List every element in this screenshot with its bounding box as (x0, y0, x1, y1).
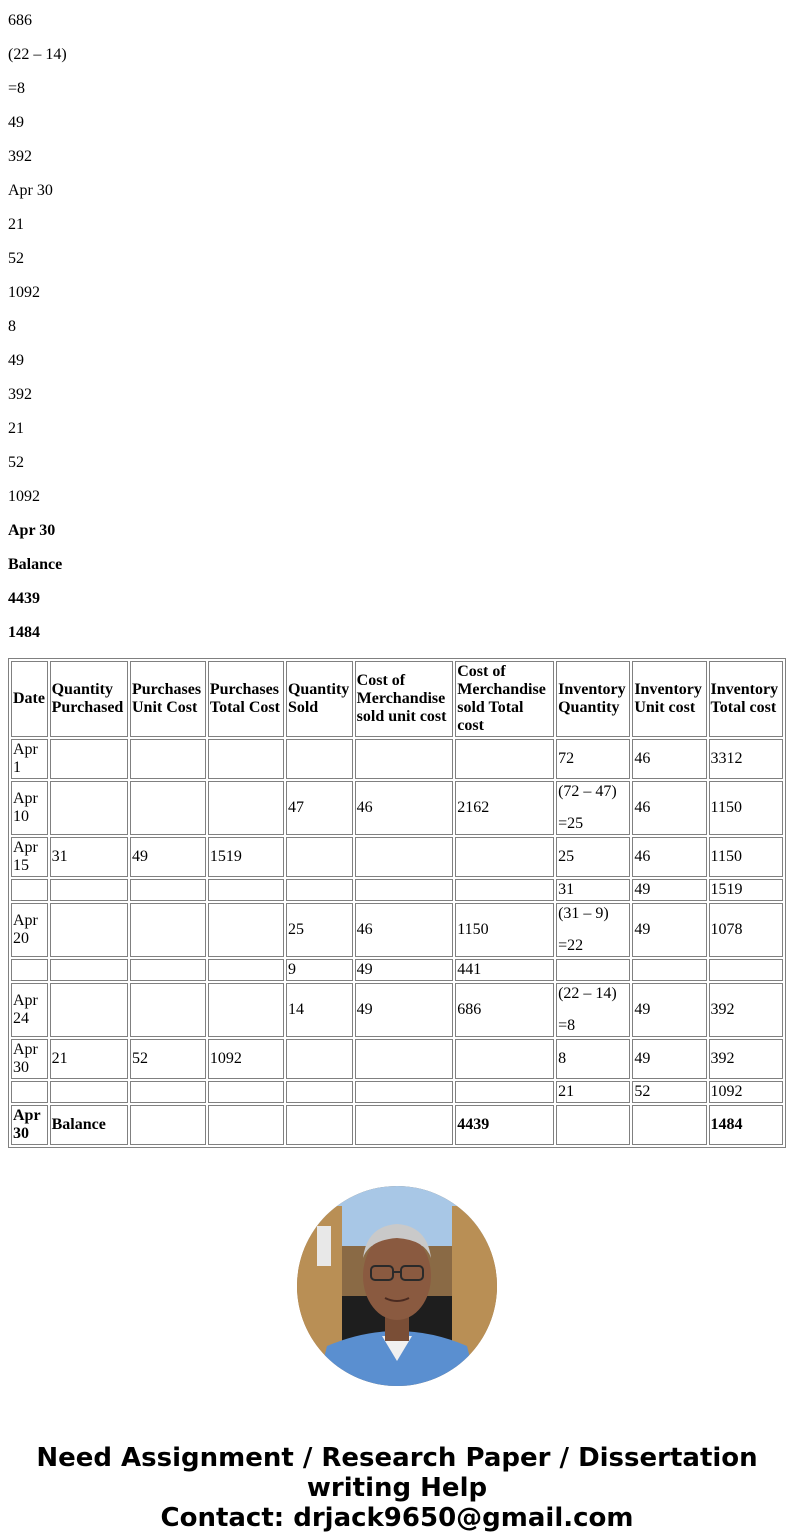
table-cell: Apr 24 (11, 983, 48, 1037)
table-cell (286, 879, 353, 901)
cell-line: =25 (558, 815, 584, 832)
table-cell: 46 (632, 781, 706, 835)
table-cell: Apr 20 (11, 903, 48, 957)
text-line: 52 (8, 454, 24, 471)
table-header-row (11, 661, 783, 737)
text-line: 1484 (8, 624, 40, 641)
table-cell: 47 (286, 781, 353, 835)
table-cell (208, 983, 284, 1037)
text-line: 52 (8, 250, 24, 267)
table-cell (130, 879, 206, 901)
table-cell (208, 903, 284, 957)
table-cell: 1519 (208, 837, 284, 877)
table-cell: 14 (286, 983, 353, 1037)
table-cell (556, 781, 630, 835)
table-cell: 31 (556, 879, 630, 901)
text-line: 8 (8, 318, 16, 335)
table-cell (130, 781, 206, 835)
table-cell: 21 (556, 1081, 630, 1103)
text-line: =8 (8, 80, 26, 97)
table-row (11, 781, 783, 835)
column-header: Quantity Sold (286, 661, 353, 737)
inventory-table (8, 658, 786, 1148)
table-cell (11, 1081, 48, 1103)
cell-line: (22 – 14) (558, 985, 617, 1002)
footer (8, 1443, 786, 1533)
table-cell: 49 (632, 879, 706, 901)
table-row (11, 1081, 783, 1103)
table-cell (50, 903, 128, 957)
footer-contact: Contact: drjack9650@gmail.com (160, 1503, 634, 1533)
footer-line-1: Need Assignment / Research Paper / Dissertation (36, 1443, 758, 1473)
column-header: Purchases Total Cost (208, 661, 284, 737)
table-cell: Apr 30 (11, 1039, 48, 1079)
table-cell: 31 (50, 837, 128, 877)
table-row (11, 1039, 783, 1079)
cell-line: =22 (558, 937, 584, 954)
table-cell: 46 (355, 781, 454, 835)
table-cell (208, 739, 284, 779)
table-cell (286, 1105, 353, 1145)
table-cell: 2162 (455, 781, 554, 835)
table-cell: 8 (556, 1039, 630, 1079)
footer-line-2: writing Help (306, 1473, 488, 1503)
table-cell: 1150 (709, 781, 783, 835)
table-cell: 1078 (709, 903, 783, 957)
table-cell (455, 739, 554, 779)
column-header: Quantity Purchased (50, 661, 128, 737)
table-cell (455, 879, 554, 901)
column-header: Inventory Quantity (556, 661, 630, 737)
table-cell: 46 (355, 903, 454, 957)
table-cell: 49 (130, 837, 206, 877)
table-cell: 21 (50, 1039, 128, 1079)
text-line: 21 (8, 420, 24, 437)
cell-line: (31 – 9) (558, 905, 609, 922)
table-cell (208, 879, 284, 901)
text-line: 49 (8, 114, 24, 131)
cell-line: (72 – 47) (558, 783, 617, 800)
table-cell (11, 959, 48, 981)
table-cell: 1150 (455, 903, 554, 957)
table-cell: 4439 (455, 1105, 554, 1145)
table-cell: Apr 30 (11, 1105, 48, 1145)
table-row (11, 983, 783, 1037)
table-cell: 1092 (709, 1081, 783, 1103)
text-line: 4439 (8, 590, 40, 607)
text-line: 392 (8, 386, 32, 403)
text-lines (8, 4, 786, 650)
table-cell (355, 1105, 454, 1145)
text-line: 392 (8, 148, 32, 165)
table-cell (286, 837, 353, 877)
table-cell (556, 1105, 630, 1145)
cell-line: =8 (558, 1017, 576, 1034)
table-row (11, 1105, 783, 1145)
table-cell: 72 (556, 739, 630, 779)
table-cell: 1092 (208, 1039, 284, 1079)
table-cell (355, 1081, 454, 1103)
column-header: Purchases Unit Cost (130, 661, 206, 737)
table-cell (455, 1039, 554, 1079)
table-cell: 1484 (709, 1105, 783, 1145)
table-row (11, 739, 783, 779)
table-cell (130, 983, 206, 1037)
table-cell (556, 903, 630, 957)
text-line: Apr 30 (8, 522, 56, 539)
text-line: Apr 30 (8, 182, 53, 199)
table-cell (455, 1081, 554, 1103)
table-cell: 25 (286, 903, 353, 957)
table-cell: 49 (355, 983, 454, 1037)
table-cell (286, 1039, 353, 1079)
column-header: Inventory Total cost (709, 661, 783, 737)
table-cell (632, 959, 706, 981)
table-cell: 49 (632, 983, 706, 1037)
table-cell: 9 (286, 959, 353, 981)
text-line: (22 – 14) (8, 46, 67, 63)
table-cell (208, 959, 284, 981)
text-line: 1092 (8, 284, 40, 301)
table-cell: 46 (632, 837, 706, 877)
table-cell (130, 1105, 206, 1145)
table-cell (286, 1081, 353, 1103)
table-cell (50, 983, 128, 1037)
column-header: Cost of Merchandise sold unit cost (355, 661, 454, 737)
table-cell (50, 959, 128, 981)
table-cell (11, 879, 48, 901)
table-cell (130, 903, 206, 957)
text-line: Balance (8, 556, 63, 573)
table-cell (50, 879, 128, 901)
text-line: 686 (8, 12, 32, 29)
table-row (11, 903, 783, 957)
table-cell: Apr 15 (11, 837, 48, 877)
table-cell: 49 (632, 903, 706, 957)
table-row (11, 837, 783, 877)
table-cell (208, 1081, 284, 1103)
table-cell (50, 781, 128, 835)
table-cell (50, 739, 128, 779)
table-cell (632, 1105, 706, 1145)
table-row (11, 959, 783, 981)
column-header: Inventory Unit cost (632, 661, 706, 737)
avatar (297, 1186, 497, 1386)
table-cell: 1150 (709, 837, 783, 877)
table-cell: 686 (455, 983, 554, 1037)
table-row (11, 879, 783, 901)
table-cell (130, 1081, 206, 1103)
table-cell (50, 1081, 128, 1103)
text-line: 1092 (8, 488, 40, 505)
table-cell: 392 (709, 1039, 783, 1079)
table-cell (556, 983, 630, 1037)
table-cell (709, 959, 783, 981)
table-cell: 1519 (709, 879, 783, 901)
person-portrait-icon (297, 1186, 497, 1386)
table-cell: 392 (709, 983, 783, 1037)
column-header: Cost of Merchandise sold Total cost (455, 661, 554, 737)
table-cell: 441 (455, 959, 554, 981)
column-header: Date (11, 661, 48, 737)
table-cell (556, 959, 630, 981)
table-cell: 49 (632, 1039, 706, 1079)
text-line: 21 (8, 216, 24, 233)
table-cell (455, 837, 554, 877)
avatar-container (8, 1186, 786, 1391)
table-cell: 3312 (709, 739, 783, 779)
table-cell (286, 739, 353, 779)
table-cell: 52 (130, 1039, 206, 1079)
table-cell: 49 (355, 959, 454, 981)
table-cell: Apr 1 (11, 739, 48, 779)
table-cell (355, 837, 454, 877)
table-cell (208, 781, 284, 835)
table-cell: 46 (632, 739, 706, 779)
table-cell (355, 1039, 454, 1079)
table-cell: Balance (50, 1105, 128, 1145)
table-cell: 52 (632, 1081, 706, 1103)
table-cell (355, 739, 454, 779)
table-cell: 25 (556, 837, 630, 877)
table-cell (355, 879, 454, 901)
table-cell: Apr 10 (11, 781, 48, 835)
text-line: 49 (8, 352, 24, 369)
table-cell (208, 1105, 284, 1145)
table-cell (130, 739, 206, 779)
table-cell (130, 959, 206, 981)
